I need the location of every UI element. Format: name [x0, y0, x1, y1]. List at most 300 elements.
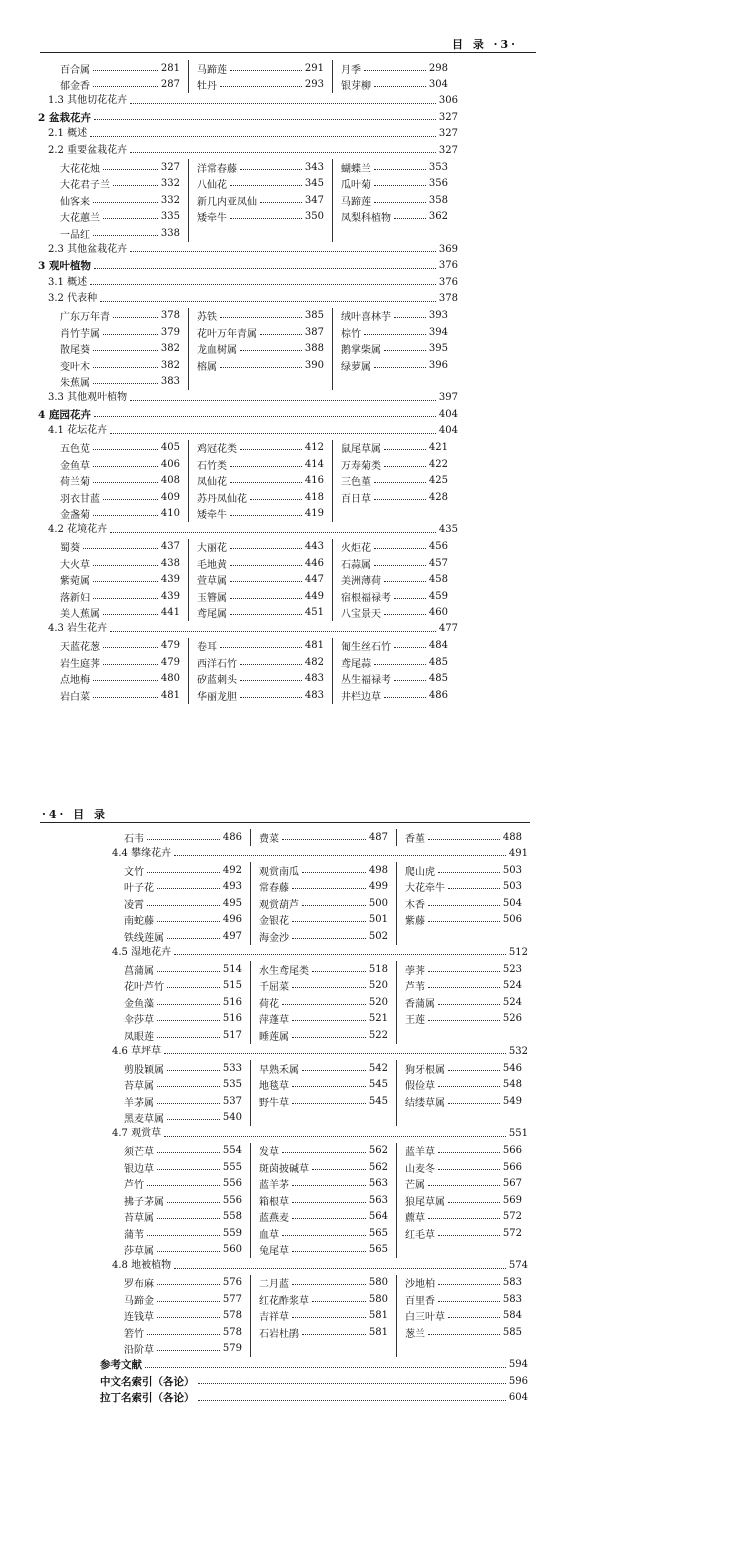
toc-entry[interactable]	[197, 489, 324, 506]
toc-page-number: 397	[438, 392, 458, 403]
toc-entry[interactable]	[341, 357, 448, 374]
toc-column	[60, 440, 188, 523]
plant-name: 丛生福禄考	[341, 675, 391, 687]
toc-section[interactable]	[112, 846, 528, 862]
toc-entry[interactable]	[60, 176, 180, 193]
toc-page-number: 358	[428, 194, 448, 206]
toc-entry[interactable]	[341, 539, 448, 556]
toc-entry[interactable]	[259, 879, 388, 896]
toc-entry[interactable]	[197, 357, 324, 374]
toc-page-number: 327	[438, 128, 458, 139]
toc-entry[interactable]	[60, 506, 180, 523]
toc-entry[interactable]	[341, 605, 448, 622]
leader-dots	[157, 1301, 220, 1302]
leader-dots	[83, 548, 158, 549]
toc-entry[interactable]	[259, 1060, 388, 1077]
toc-entry[interactable]	[405, 1060, 522, 1077]
toc-entry-grid	[60, 60, 456, 93]
plant-name: 苏丹凤仙花	[197, 493, 247, 505]
toc-page-number: 281	[160, 62, 180, 74]
toc-page-number: 523	[502, 963, 522, 975]
leader-dots	[302, 1334, 366, 1335]
toc-page-number: 515	[222, 980, 242, 992]
toc-entry[interactable]	[60, 605, 180, 622]
plant-name: 银边草	[124, 1163, 154, 1175]
toc-entry[interactable]	[124, 895, 242, 912]
toc-section[interactable]	[48, 621, 458, 637]
toc-page-number: 491	[508, 847, 528, 859]
toc-entry[interactable]	[60, 687, 180, 704]
plant-name: 文竹	[124, 866, 144, 878]
toc-column	[124, 829, 250, 846]
toc-entry[interactable]	[405, 1159, 522, 1176]
toc-entry[interactable]	[124, 1341, 242, 1358]
toc-page-number: 410	[160, 508, 180, 520]
toc-entry[interactable]	[259, 1143, 388, 1160]
leader-dots	[428, 1020, 500, 1021]
plant-name: 蓝羊茅	[259, 1180, 289, 1192]
toc-entry[interactable]	[259, 895, 388, 912]
toc-entry[interactable]	[405, 829, 522, 846]
plant-name: 结缕草属	[405, 1097, 445, 1109]
toc-entry[interactable]	[259, 1176, 388, 1193]
plant-name: 血草	[259, 1229, 279, 1241]
leader-dots	[230, 548, 302, 549]
toc-page-number: 572	[502, 1227, 522, 1239]
toc-page-number: 327	[160, 161, 180, 173]
toc-entry[interactable]	[405, 1093, 522, 1110]
toc-entry[interactable]	[259, 1093, 388, 1110]
toc-entry[interactable]	[60, 555, 180, 572]
leader-dots	[260, 334, 302, 335]
toc-page-number: 376	[438, 260, 458, 271]
leader-dots	[103, 614, 158, 615]
toc-page-number: 540	[222, 1112, 242, 1124]
toc-entry[interactable]	[124, 928, 242, 945]
toc-page-number: 451	[304, 607, 324, 619]
toc-entry[interactable]	[197, 572, 324, 589]
toc-entry[interactable]	[259, 1011, 388, 1028]
plant-name: 白三叶草	[405, 1312, 445, 1324]
toc-entry[interactable]	[124, 961, 242, 978]
toc-entry[interactable]	[341, 489, 448, 506]
toc-section[interactable]	[48, 423, 458, 439]
plant-name: 菖蒲属	[124, 965, 154, 977]
toc-entry[interactable]	[124, 1242, 242, 1259]
toc-entry-title: 2.3 其他盆栽花卉	[48, 243, 128, 255]
toc-entry[interactable]	[60, 539, 180, 556]
toc-page-number: 287	[160, 79, 180, 91]
toc-entry[interactable]	[197, 176, 324, 193]
toc-entry[interactable]	[60, 588, 180, 605]
toc-entry[interactable]	[60, 456, 180, 473]
toc-entry[interactable]	[124, 1011, 242, 1028]
toc-entry[interactable]	[405, 895, 522, 912]
plant-name: 万寿菊类	[341, 460, 381, 472]
toc-entry[interactable]	[259, 1077, 388, 1094]
leader-dots	[157, 1284, 220, 1285]
toc-entry-title: 4.1 花坛花卉	[48, 425, 108, 436]
leader-dots	[384, 614, 426, 615]
toc-entry[interactable]	[124, 1027, 242, 1044]
toc-page-number: 405	[160, 442, 180, 454]
toc-entry[interactable]	[341, 555, 448, 572]
plant-name: 百里香	[405, 1295, 435, 1307]
toc-section[interactable]	[48, 390, 458, 406]
toc-entry[interactable]	[405, 978, 522, 995]
toc-section[interactable]	[48, 291, 458, 307]
toc-entry[interactable]	[124, 1093, 242, 1110]
toc-entry[interactable]	[405, 1011, 522, 1028]
toc-entry[interactable]	[197, 654, 324, 671]
toc-entry[interactable]	[60, 357, 180, 374]
toc-entry[interactable]	[341, 308, 448, 325]
plant-name: 西洋石竹	[197, 658, 237, 670]
leader-dots	[292, 938, 366, 939]
plant-name: 伞莎草	[124, 1015, 154, 1027]
toc-page-number: 428	[428, 491, 448, 503]
plant-name: 发草	[259, 1147, 279, 1159]
leader-dots	[157, 1020, 220, 1021]
toc-entry[interactable]	[124, 1291, 242, 1308]
toc-entry[interactable]	[341, 654, 448, 671]
toc-entry[interactable]	[405, 1324, 522, 1341]
toc-page-number: 387	[304, 326, 324, 338]
plant-name: 黑麦草属	[124, 1114, 164, 1126]
toc-column	[250, 829, 396, 846]
toc-entry[interactable]	[405, 1225, 522, 1242]
toc-entry[interactable]	[405, 1192, 522, 1209]
leader-dots	[448, 1317, 500, 1318]
plant-name: 沿阶草	[124, 1345, 154, 1357]
leader-dots	[100, 301, 436, 302]
toc-entry[interactable]	[405, 961, 522, 978]
toc-entry[interactable]	[405, 862, 522, 879]
plant-name: 大火草	[60, 559, 90, 571]
toc-entry[interactable]	[259, 994, 388, 1011]
toc-entry[interactable]	[197, 473, 324, 490]
toc-entry-title: 中文名索引（各论）	[100, 1375, 195, 1388]
toc-section[interactable]	[48, 126, 458, 142]
toc-chapter[interactable]	[100, 1390, 528, 1406]
toc-entry[interactable]	[259, 1242, 388, 1259]
toc-entry[interactable]	[259, 862, 388, 879]
toc-entry[interactable]	[259, 1225, 388, 1242]
toc-column	[396, 1143, 530, 1259]
toc-entry[interactable]	[124, 1225, 242, 1242]
toc-entry[interactable]	[124, 1275, 242, 1292]
plant-name: 南蛇藤	[124, 916, 154, 928]
leader-dots	[384, 581, 426, 582]
toc-page-number: 585	[502, 1326, 522, 1338]
plant-name: 卷耳	[197, 642, 217, 654]
plant-name: 观赏南瓜	[259, 866, 299, 878]
leader-dots	[312, 1169, 366, 1170]
toc-entry[interactable]	[124, 994, 242, 1011]
toc-entry[interactable]	[124, 1324, 242, 1341]
toc-entry[interactable]	[60, 225, 180, 242]
toc-entry[interactable]	[405, 912, 522, 929]
toc-entry[interactable]	[124, 1077, 242, 1094]
toc-entry[interactable]	[197, 539, 324, 556]
toc-entry[interactable]	[341, 671, 448, 688]
toc-entry[interactable]	[341, 324, 448, 341]
plant-name: 新几内亚凤仙	[197, 196, 257, 208]
toc-entry[interactable]	[341, 176, 448, 193]
toc-entry[interactable]	[124, 1176, 242, 1193]
toc-entry[interactable]	[259, 912, 388, 929]
toc-entry[interactable]	[341, 456, 448, 473]
toc-entry[interactable]	[124, 862, 242, 879]
toc-page-number: 506	[502, 914, 522, 926]
plant-name: 银芽柳	[341, 81, 371, 93]
toc-entry[interactable]	[259, 978, 388, 995]
toc-page-number: 572	[502, 1211, 522, 1223]
toc-section[interactable]	[112, 945, 528, 961]
toc-page-number: 459	[428, 590, 448, 602]
toc-entry[interactable]	[124, 978, 242, 995]
toc-entry[interactable]	[60, 341, 180, 358]
toc-entry[interactable]	[60, 473, 180, 490]
toc-entry[interactable]	[197, 638, 324, 655]
toc-page-number: 393	[428, 310, 448, 322]
leader-dots	[374, 169, 426, 170]
leader-dots	[103, 218, 158, 219]
toc-entry-title: 3.2 代表种	[48, 293, 98, 304]
toc-section[interactable]	[112, 1126, 528, 1142]
toc-entry[interactable]	[259, 1291, 388, 1308]
toc-entry[interactable]	[197, 555, 324, 572]
toc-entry[interactable]	[124, 1308, 242, 1325]
toc-column	[332, 60, 456, 93]
toc-entry[interactable]	[259, 1192, 388, 1209]
toc-entry[interactable]	[197, 671, 324, 688]
toc-page-number: 480	[160, 673, 180, 685]
toc-entry[interactable]	[341, 588, 448, 605]
plant-name: 瓜叶菊	[341, 180, 371, 192]
toc-entry[interactable]	[60, 671, 180, 688]
toc-entry[interactable]	[60, 308, 180, 325]
plant-name: 郁金香	[60, 81, 90, 93]
toc-entry[interactable]	[341, 473, 448, 490]
toc-entry[interactable]	[124, 912, 242, 929]
toc-entry[interactable]	[60, 374, 180, 391]
leader-dots	[448, 1070, 500, 1071]
toc-page-number: 495	[222, 897, 242, 909]
toc-entry[interactable]	[124, 1159, 242, 1176]
plant-name: 须芒草	[124, 1147, 154, 1159]
toc-entry[interactable]	[60, 324, 180, 341]
toc-chapter[interactable]	[38, 258, 458, 274]
toc-entry[interactable]	[197, 77, 324, 94]
toc-section[interactable]	[48, 143, 458, 159]
toc-entry[interactable]	[341, 77, 448, 94]
plant-name: 观赏葫芦	[259, 899, 299, 911]
toc-chapter[interactable]	[38, 110, 458, 126]
toc-entry-grid	[124, 1275, 530, 1358]
toc-entry[interactable]	[124, 1192, 242, 1209]
toc-entry[interactable]	[60, 60, 180, 77]
toc-page-number: 497	[222, 930, 242, 942]
toc-page-number: 537	[222, 1095, 242, 1107]
toc-entry[interactable]	[124, 1060, 242, 1077]
toc-entry[interactable]	[60, 489, 180, 506]
toc-entry[interactable]	[405, 1308, 522, 1325]
toc-page-number: 566	[502, 1161, 522, 1173]
plant-name: 金鱼草	[60, 460, 90, 472]
toc-section[interactable]	[48, 242, 458, 258]
toc-entry[interactable]	[405, 1143, 522, 1160]
toc-entry[interactable]	[124, 1110, 242, 1127]
leader-dots	[93, 680, 158, 681]
toc-page-number: 533	[222, 1062, 242, 1074]
toc-entry[interactable]	[405, 1209, 522, 1226]
toc-page-number: 579	[222, 1343, 242, 1355]
toc-page-number: 581	[368, 1326, 388, 1338]
plant-name: 毛地黄	[197, 559, 227, 571]
toc-entry[interactable]	[197, 341, 324, 358]
toc-entry[interactable]	[60, 209, 180, 226]
toc-entry[interactable]	[60, 192, 180, 209]
toc-page-number: 446	[304, 557, 324, 569]
leader-dots	[428, 987, 500, 988]
toc-section[interactable]	[112, 1258, 528, 1274]
toc-page-number: 551	[508, 1128, 528, 1139]
toc-section[interactable]	[48, 522, 458, 538]
toc-entry[interactable]	[197, 159, 324, 176]
toc-entry[interactable]	[124, 1209, 242, 1226]
leader-dots	[130, 400, 436, 401]
leader-dots	[374, 367, 426, 368]
toc-chapter[interactable]	[38, 407, 458, 423]
toc-entry[interactable]	[197, 506, 324, 523]
leader-dots	[394, 680, 426, 681]
toc-entry[interactable]	[197, 440, 324, 457]
leader-dots	[174, 1268, 506, 1269]
toc-entry[interactable]	[341, 440, 448, 457]
toc-entry[interactable]	[341, 159, 448, 176]
leader-dots	[302, 905, 366, 906]
toc-entry[interactable]	[259, 1275, 388, 1292]
leader-dots	[282, 1152, 366, 1153]
leader-dots	[230, 598, 302, 599]
toc-entry[interactable]	[197, 605, 324, 622]
toc-page-number: 576	[222, 1277, 242, 1289]
toc-entry[interactable]	[341, 209, 448, 226]
plant-name: 芒属	[405, 1180, 425, 1192]
toc-column	[396, 961, 530, 1044]
toc-entry[interactable]	[259, 1027, 388, 1044]
toc-entry[interactable]	[124, 879, 242, 896]
toc-entry[interactable]	[60, 638, 180, 655]
toc-column	[60, 60, 188, 93]
toc-entry[interactable]	[341, 572, 448, 589]
leader-dots	[147, 1334, 220, 1335]
toc-section[interactable]	[112, 1044, 528, 1060]
leader-dots	[302, 872, 366, 873]
toc-section[interactable]	[48, 93, 458, 109]
toc-column	[396, 862, 530, 945]
toc-entry[interactable]	[259, 1324, 388, 1341]
toc-entry[interactable]	[259, 928, 388, 945]
toc-entry[interactable]	[197, 192, 324, 209]
plant-name: 萍蓬草	[259, 1015, 289, 1027]
toc-page-number: 500	[368, 897, 388, 909]
toc-page-number: 422	[428, 458, 448, 470]
toc-entry[interactable]	[405, 994, 522, 1011]
leader-dots	[448, 1103, 500, 1104]
toc-entry[interactable]	[259, 829, 388, 846]
toc-entry[interactable]	[197, 60, 324, 77]
plant-name: 玉簪属	[197, 592, 227, 604]
toc-entry[interactable]	[341, 60, 448, 77]
leader-dots	[230, 218, 302, 219]
toc-entry[interactable]	[124, 829, 242, 846]
toc-entry[interactable]	[124, 1143, 242, 1160]
leader-dots	[250, 499, 302, 500]
toc-entry[interactable]	[259, 961, 388, 978]
toc-entry[interactable]	[60, 159, 180, 176]
leader-dots	[157, 1037, 220, 1038]
plant-name: 朱蕉属	[60, 378, 90, 390]
toc-entry[interactable]	[405, 1291, 522, 1308]
toc-entry[interactable]	[60, 572, 180, 589]
toc-column	[188, 638, 332, 704]
toc-entry[interactable]	[341, 192, 448, 209]
toc-entry[interactable]	[405, 1275, 522, 1292]
toc-entry[interactable]	[197, 687, 324, 704]
toc-page-number: 583	[502, 1277, 522, 1289]
toc-entry[interactable]	[197, 308, 324, 325]
toc-entry[interactable]	[405, 1176, 522, 1193]
plant-name: 金盏菊	[60, 510, 90, 522]
plant-name: 山麦冬	[405, 1163, 435, 1175]
toc-chapter[interactable]	[100, 1357, 528, 1373]
leader-dots	[113, 317, 158, 318]
toc-page-number: 564	[368, 1211, 388, 1223]
toc-entry[interactable]	[197, 456, 324, 473]
plant-name: 芦竹	[124, 1180, 144, 1192]
toc-entry[interactable]	[197, 588, 324, 605]
toc-page-number: 421	[428, 442, 448, 454]
toc-chapter[interactable]	[100, 1374, 528, 1390]
toc-entry[interactable]	[259, 1209, 388, 1226]
toc-entry[interactable]	[259, 1159, 388, 1176]
toc-entry[interactable]	[60, 77, 180, 94]
toc-entry[interactable]	[197, 324, 324, 341]
toc-entry[interactable]	[341, 341, 448, 358]
toc-entry[interactable]	[60, 440, 180, 457]
leader-dots	[130, 103, 436, 104]
toc-column	[188, 159, 332, 242]
toc-column	[124, 1143, 250, 1259]
toc-entry[interactable]	[405, 1077, 522, 1094]
plant-name: 华丽龙胆	[197, 691, 237, 703]
toc-entry[interactable]	[341, 638, 448, 655]
toc-entry[interactable]	[259, 1308, 388, 1325]
leader-dots	[292, 1218, 366, 1219]
leader-dots	[147, 1235, 220, 1236]
toc-page-number: 347	[304, 194, 324, 206]
toc-entry[interactable]	[197, 209, 324, 226]
toc-section[interactable]	[48, 275, 458, 291]
plant-name: 金鱼藻	[124, 998, 154, 1010]
toc-entry[interactable]	[341, 687, 448, 704]
toc-entry[interactable]	[405, 879, 522, 896]
leader-dots	[130, 251, 436, 252]
toc-entry[interactable]	[60, 654, 180, 671]
plant-name: 鸡冠花类	[197, 444, 237, 456]
